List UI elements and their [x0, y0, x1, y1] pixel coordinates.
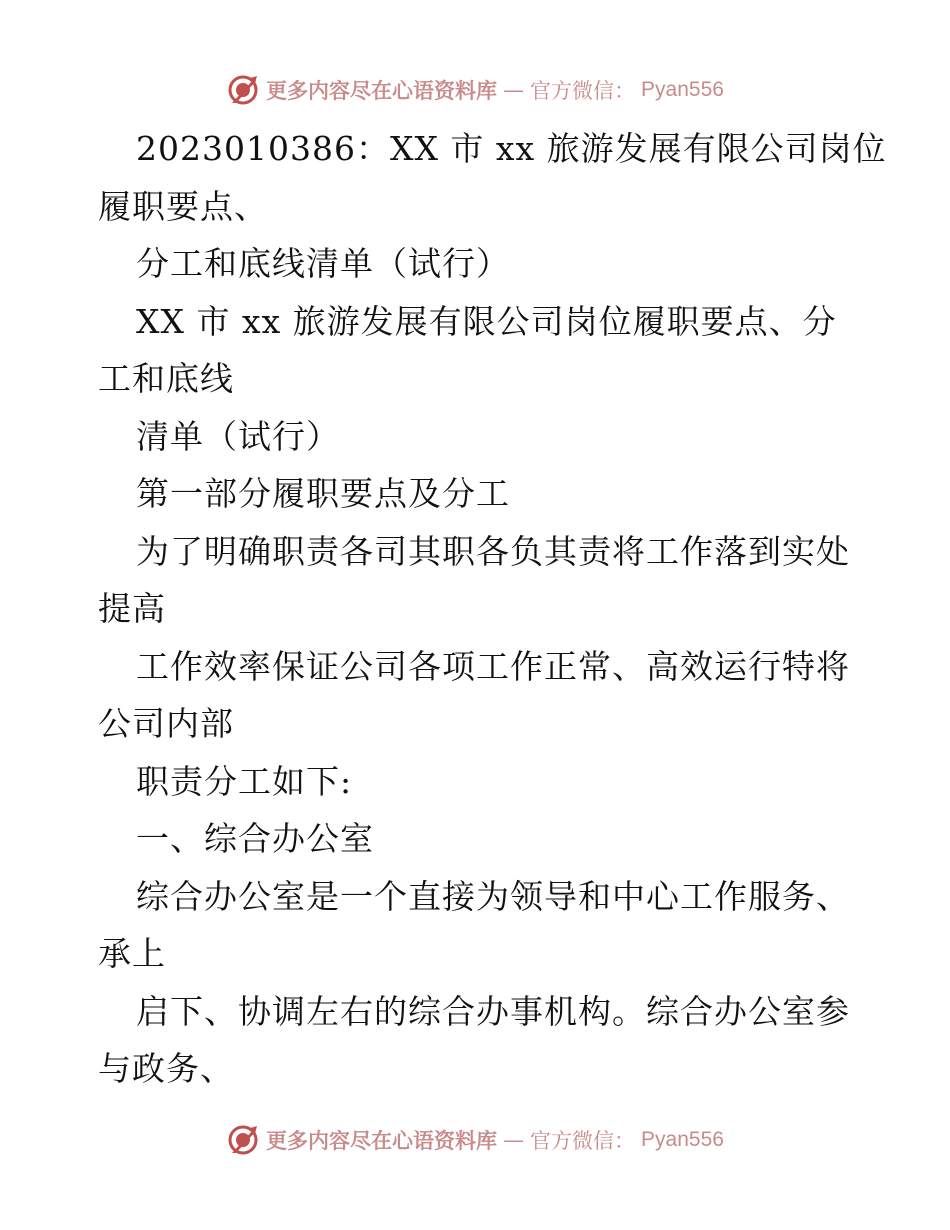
header-banner-content	[226, 73, 724, 107]
text-line: 清单（试行）	[136, 416, 340, 456]
banner-dash: —	[503, 78, 525, 102]
text-line: 2023010386：XX 市 xx 旅游发展有限公司岗位	[136, 129, 887, 168]
banner-dash: —	[503, 1128, 525, 1152]
text-line: 提高	[98, 589, 166, 628]
banner-site-text: 更多内容尽在心语资料库	[266, 78, 498, 103]
text-line: 履职要点、	[98, 186, 268, 226]
text-line: 工和底线	[98, 359, 234, 398]
quill-logo-icon	[226, 73, 260, 107]
banner-wechat-id: Pyan556	[641, 1128, 724, 1151]
quill-logo-icon	[226, 1123, 260, 1157]
section-heading: 一、综合办公室	[136, 819, 374, 858]
footer-banner-content	[226, 1123, 724, 1157]
text-line: 综合办公室是一个直接为领导和中心工作服务、	[136, 876, 850, 916]
text-line: 启下、协调左右的综合办事机构。综合办公室参	[136, 991, 850, 1031]
banner-wechat-label: 官方微信：	[530, 79, 636, 103]
banner-wechat-label: 官方微信：	[530, 1129, 636, 1153]
text-line: XX 市 xx 旅游发展有限公司岗位履职要点、分	[136, 301, 837, 341]
text-line: 与政务、	[98, 1049, 234, 1088]
document-body	[98, 120, 887, 1098]
text-line: 分工和底线清单（试行）	[136, 244, 510, 283]
text-line: 为了明确职责各司其职各负其责将工作落到实处	[136, 531, 850, 571]
text-line: 工作效率保证公司各项工作正常、高效运行特将	[136, 646, 850, 686]
text-line: 职责分工如下:	[136, 761, 353, 801]
text-line: 承上	[98, 934, 166, 973]
banner-wechat-id: Pyan556	[641, 78, 724, 101]
text-line: 第一部分履职要点及分工	[136, 474, 510, 513]
footer-watermark-banner	[0, 1120, 950, 1160]
banner-site-text: 更多内容尽在心语资料库	[266, 1128, 498, 1153]
text-line: 公司内部	[98, 704, 234, 743]
header-watermark-banner	[0, 70, 950, 110]
